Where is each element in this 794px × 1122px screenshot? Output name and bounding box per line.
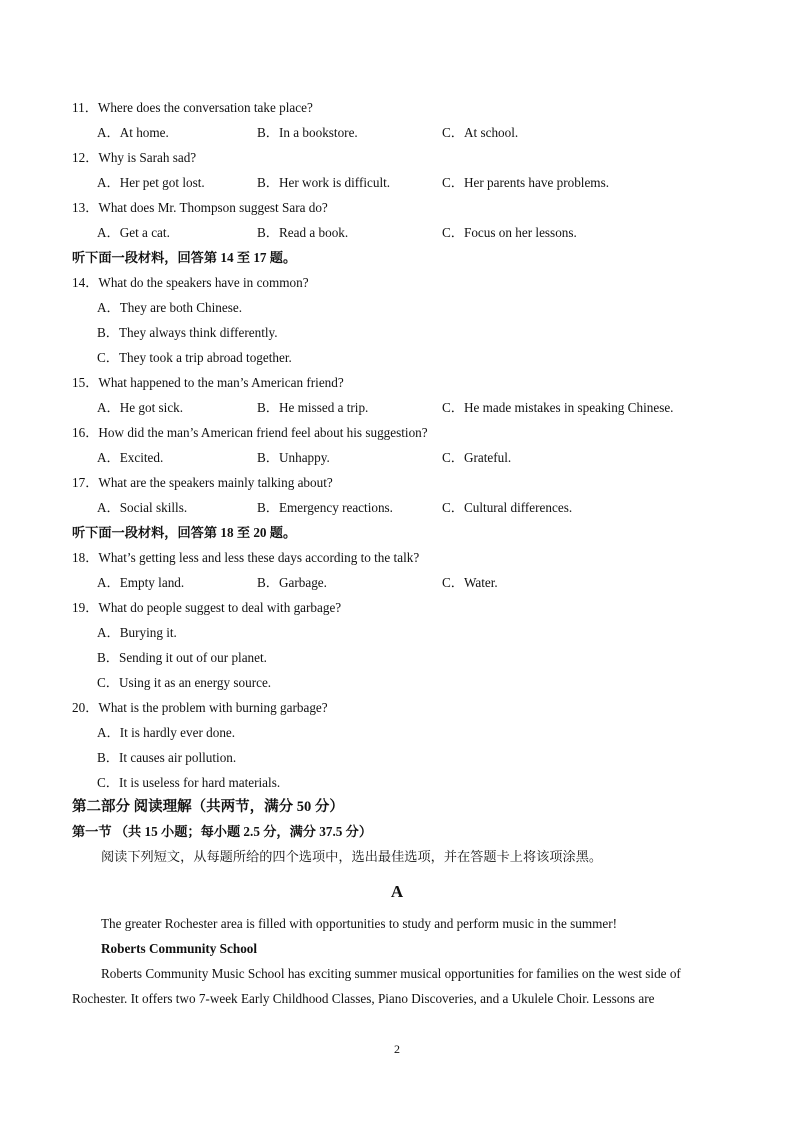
question-16-stem: 16．How did the man’s American friend feel about his suggestion? [72,425,428,440]
question-16-option-c: C．Grateful. [442,450,512,465]
instruction-18-20: 听下面一段材料，回答第 18 至 20 题。 [72,525,297,540]
question-14-option-b: B．They always think differently. [97,325,278,340]
question-11-option-c: C．At school. [442,125,519,140]
question-11-option-a: A．At home. [97,125,169,140]
question-12-option-b: B．Her work is difficult. [257,175,391,190]
question-19-option-c: C．Using it as an energy source. [97,675,272,690]
question-13-option-c: C．Focus on her lessons. [442,225,577,240]
question-19-option-b: B．Sending it out of our planet. [97,650,267,665]
question-18-stem: 18．What’s getting less and less these days according to the talk? [72,550,420,565]
passage-heading: Roberts Community School [101,941,258,956]
passage-body-line-1: Roberts Community Music School has exciting summer musical opportunities for families on the west side of [101,966,681,981]
question-18-option-a: A．Empty land. [97,575,185,590]
question-15-option-c: C．He made mistakes in speaking Chinese. [442,400,674,415]
question-14-stem: 14．What do the speakers have in common? [72,275,309,290]
question-18-option-b: B．Garbage. [257,575,327,590]
question-19-stem: 19．What do people suggest to deal with garbage? [72,600,342,615]
reading-directions: 阅读下列短文，从每题所给的四个选项中，选出最佳选项，并在答题卡上将该项涂黑。 [101,849,603,864]
question-12-stem: 12．Why is Sarah sad? [72,150,197,165]
question-20-option-c: C．It is useless for hard materials. [97,775,281,790]
question-15-stem: 15．What happened to the man’s American friend? [72,375,344,390]
question-19-option-a: A．Burying it. [97,625,177,640]
question-16-option-a: A．Excited. [97,450,164,465]
question-11-stem: 11．Where does the conversation take place? [72,100,313,115]
question-12-option-a: A．Her pet got lost. [97,175,205,190]
question-12-option-c: C．Her parents have problems. [442,175,609,190]
question-17-option-b: B．Emergency reactions. [257,500,393,515]
question-15-option-a: A．He got sick. [97,400,184,415]
part2-title: 第二部分 阅读理解（共两节，满分 50 分） [72,799,344,815]
question-17-stem: 17．What are the speakers mainly talking about? [72,475,333,490]
question-11-option-b: B．In a bookstore. [257,125,358,140]
question-13-option-a: A．Get a cat. [97,225,170,240]
question-20-stem: 20．What is the problem with burning garbage? [72,700,328,715]
question-13-option-b: B．Read a book. [257,225,349,240]
instruction-14-17: 听下面一段材料，回答第 14 至 17 题。 [72,250,297,265]
question-15-option-b: B．He missed a trip. [257,400,369,415]
question-20-option-b: B．It causes air pollution. [97,750,237,765]
section1-title: 第一节 （共 15 小题；每小题 2.5 分，满分 37.5 分） [72,824,373,839]
question-17-option-a: A．Social skills. [97,500,188,515]
question-13-stem: 13．What does Mr. Thompson suggest Sara do? [72,200,328,215]
page-number: 2 [394,1042,400,1056]
passage-body-line-2: Rochester. It offers two 7-week Early Childhood Classes, Piano Discoveries, and a Ukulele Choir. Lessons are [72,991,655,1006]
passage-intro: The greater Rochester area is filled with opportunities to study and perform music in the summer! [101,916,617,931]
question-14-option-c: C．They took a trip abroad together. [97,350,292,365]
question-16-option-b: B．Unhappy. [257,450,330,465]
passage-letter: A [390,882,404,901]
question-17-option-c: C．Cultural differences. [442,500,573,515]
question-14-option-a: A．They are both Chinese. [97,300,243,315]
question-18-option-c: C．Water. [442,575,498,590]
question-20-option-a: A．It is hardly ever done. [97,725,236,740]
